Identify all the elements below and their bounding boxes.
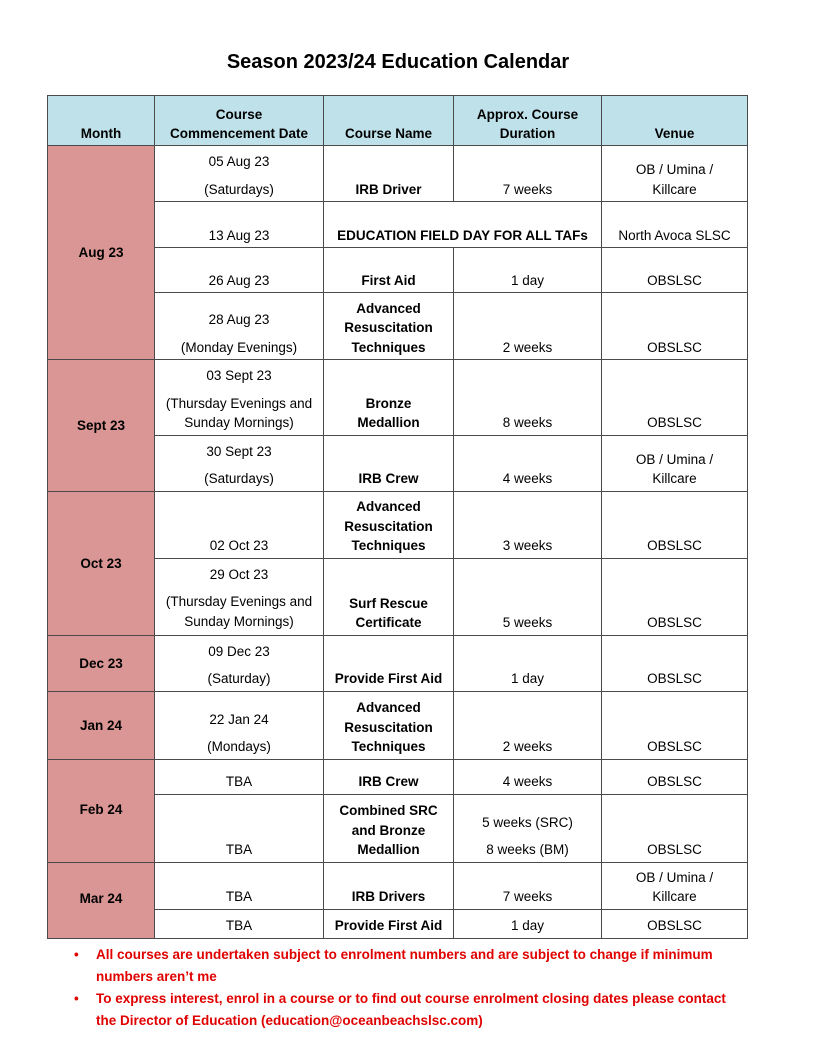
duration-cell: 2 weeks — [454, 293, 602, 360]
bullet-icon: • — [74, 947, 79, 962]
venue-cell: OBSLSC — [602, 360, 748, 436]
date-cell: 09 Dec 23 (Saturday) — [155, 635, 324, 691]
month-cell: Sept 23 — [48, 360, 155, 492]
course-name-cell: IRB Driver — [324, 146, 454, 202]
page-title: Season 2023/24 Education Calendar — [226, 51, 570, 73]
duration-cell: 3 weeks — [454, 491, 602, 558]
header-course-name: Course Name — [324, 96, 454, 146]
table-row — [48, 691, 748, 759]
course-name-cell: IRB Crew — [324, 759, 454, 794]
duration-cell: 4 weeks — [454, 435, 602, 491]
venue-cell: OBSLSC — [602, 759, 748, 794]
duration-cell: 8 weeks — [454, 360, 602, 436]
month-cell: Feb 24 — [48, 759, 155, 862]
duration-cell: 4 weeks — [454, 759, 602, 794]
venue-cell: OBSLSC — [602, 794, 748, 862]
course-name-cell: IRB Drivers — [324, 862, 454, 909]
date-cell: 13 Aug 23 — [155, 202, 324, 248]
header-venue: Venue — [602, 96, 748, 146]
date-cell: 29 Oct 23 (Thursday Evenings and Sunday Mornings) — [155, 558, 324, 635]
bullet-icon: • — [74, 991, 79, 1006]
duration-cell: 5 weeks (SRC) 8 weeks (BM) — [454, 794, 602, 862]
note-text-line: To express interest, enrol in a course or to find out course enrolment closing dates please contact — [96, 991, 726, 1006]
course-name-cell: Surf Rescue Certificate — [324, 558, 454, 635]
date-cell: 28 Aug 23 (Monday Evenings) — [155, 293, 324, 360]
date-cell: TBA — [155, 794, 324, 862]
month-cell: Aug 23 — [48, 146, 155, 360]
venue-cell: North Avoca SLSC — [602, 202, 748, 248]
venue-cell: OBSLSC — [602, 635, 748, 691]
date-cell: TBA — [155, 862, 324, 909]
date-cell: TBA — [155, 759, 324, 794]
header-duration: Approx. Course Duration — [454, 96, 602, 146]
course-name-cell: EDUCATION FIELD DAY FOR ALL TAFs — [324, 202, 602, 248]
course-name-cell: First Aid — [324, 248, 454, 293]
venue-cell: OBSLSC — [602, 909, 748, 938]
table-row — [48, 635, 748, 691]
month-cell: Jan 24 — [48, 691, 155, 759]
date-cell: 02 Oct 23 — [155, 491, 324, 558]
venue-cell: OB / Umina / Killcare — [602, 862, 748, 909]
date-cell: 30 Sept 23 (Saturdays) — [155, 435, 324, 491]
duration-cell: 1 day — [454, 909, 602, 938]
header-row — [48, 96, 748, 146]
month-cell: Dec 23 — [48, 635, 155, 691]
note-item — [74, 944, 764, 988]
date-cell: 03 Sept 23 (Thursday Evenings and Sunday Mornings) — [155, 360, 324, 436]
venue-cell: OB / Umina / Killcare — [602, 146, 748, 202]
duration-cell: 5 weeks — [454, 558, 602, 635]
table-row — [48, 146, 748, 202]
duration-cell: 1 day — [454, 248, 602, 293]
date-cell: 26 Aug 23 — [155, 248, 324, 293]
note-text-line: numbers aren’t me — [96, 969, 217, 984]
course-name-cell: Combined SRC and Bronze Medallion — [324, 794, 454, 862]
note-text-line: All courses are undertaken subject to enrolment numbers and are subject to change if minimum — [96, 947, 713, 962]
venue-cell: OBSLSC — [602, 248, 748, 293]
venue-cell: OBSLSC — [602, 691, 748, 759]
course-name-cell: Bronze Medallion — [324, 360, 454, 436]
date-cell: TBA — [155, 909, 324, 938]
venue-cell: OB / Umina / Killcare — [602, 435, 748, 491]
course-name-cell: Provide First Aid — [324, 635, 454, 691]
course-name-cell: Advanced Resuscitation Techniques — [324, 293, 454, 360]
course-name-cell: Advanced Resuscitation Techniques — [324, 691, 454, 759]
month-cell: Oct 23 — [48, 491, 155, 635]
table-row — [48, 491, 748, 558]
month-cell: Mar 24 — [48, 862, 155, 938]
duration-cell: 7 weeks — [454, 862, 602, 909]
duration-cell: 2 weeks — [454, 691, 602, 759]
education-calendar-table — [47, 95, 748, 939]
course-name-cell: IRB Crew — [324, 435, 454, 491]
header-month: Month — [48, 96, 155, 146]
table-row — [48, 360, 748, 436]
date-cell: 22 Jan 24 (Mondays) — [155, 691, 324, 759]
venue-cell: OBSLSC — [602, 558, 748, 635]
table-row — [48, 862, 748, 909]
venue-cell: OBSLSC — [602, 491, 748, 558]
duration-cell: 1 day — [454, 635, 602, 691]
duration-cell: 7 weeks — [454, 146, 602, 202]
note-text-line: the Director of Education (education@oceanbeachslsc.com) — [96, 1013, 483, 1028]
course-name-cell: Advanced Resuscitation Techniques — [324, 491, 454, 558]
table-row — [48, 759, 748, 794]
header-commencement-date: Course Commencement Date — [155, 96, 324, 146]
date-cell: 05 Aug 23 (Saturdays) — [155, 146, 324, 202]
note-item — [74, 988, 764, 1032]
course-name-cell: Provide First Aid — [324, 909, 454, 938]
venue-cell: OBSLSC — [602, 293, 748, 360]
notes-list — [74, 944, 764, 1032]
